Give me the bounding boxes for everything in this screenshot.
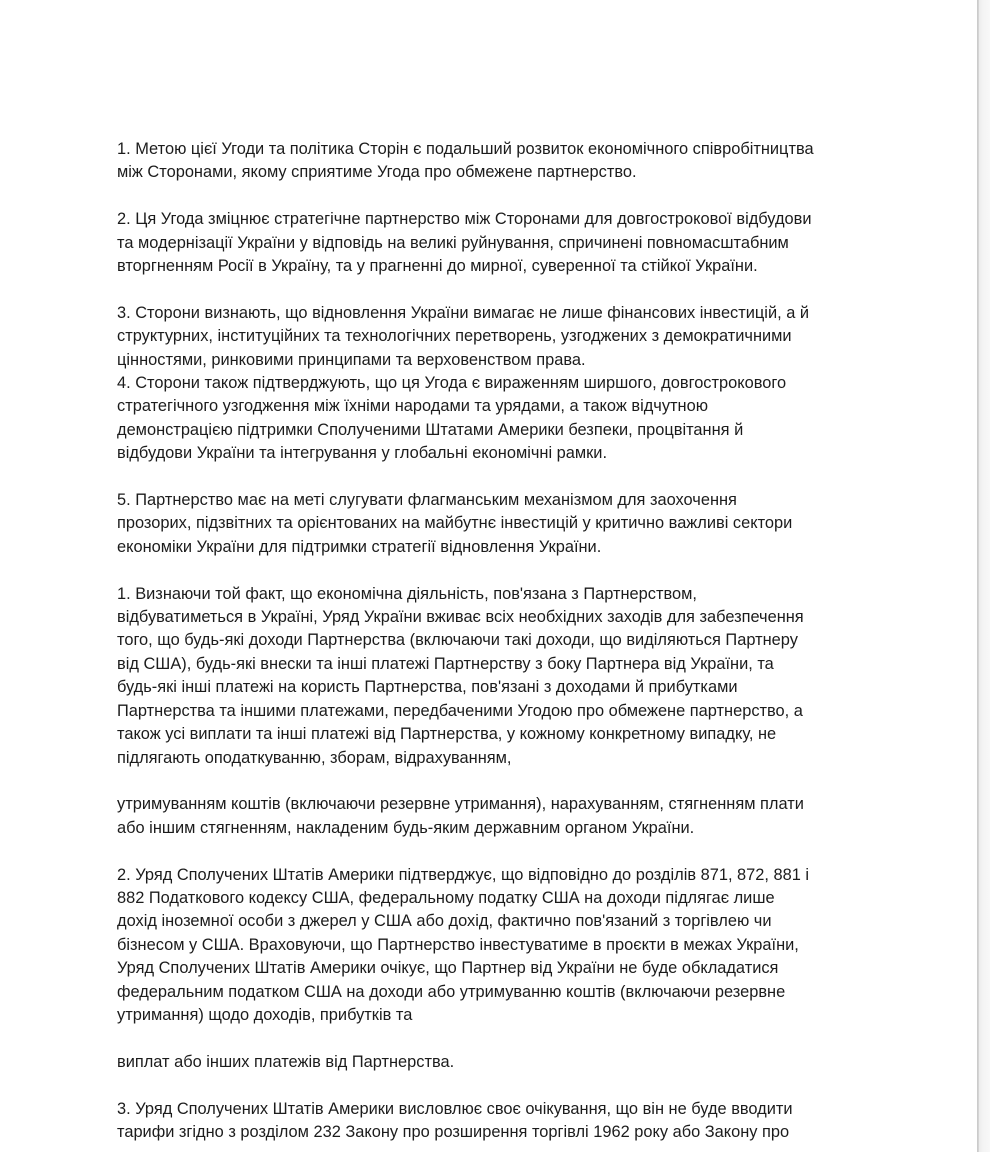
paragraph-tax-2-continued (117, 1051, 877, 1074)
text-line: бізнесом у США. Враховуючи, що Партнерство інвестуватиме в проєкти в межах України, (117, 935, 799, 954)
text-line: утримання) щодо доходів, прибутків та (117, 1005, 413, 1024)
text-line: дохід іноземної особи з джерел у США або дохід, фактично пов'язаний з торгівлею чи (117, 912, 772, 931)
paragraph-tax-2 (117, 864, 877, 1028)
text-line: від США), будь-які внески та інші платежі Партнерству з боку Партнера від України, та (117, 654, 774, 673)
paragraph-tax-3 (117, 1098, 877, 1145)
paragraph-tax-1-continued (117, 793, 877, 840)
paragraph-gap (117, 559, 877, 582)
paragraph-gap (117, 278, 877, 301)
text-line: виплат або інших платежів від Партнерства. (117, 1052, 455, 1071)
text-line: 1. Метою цієї Угоди та політика Сторін є подальший розвиток економічного співробітництва (117, 140, 814, 158)
paragraph-tax-1 (117, 583, 877, 770)
text-line: цінностями, ринковими принципами та верховенством права. (117, 350, 586, 369)
paragraph-gap (117, 1027, 877, 1050)
page-edge-shadow (977, 0, 990, 1152)
text-line: Партнерства та іншими платежами, передбаченими Угодою про обмежене партнерство, а (117, 701, 803, 720)
document-body (117, 138, 877, 1144)
text-line: 882 Податкового кодексу США, федеральному податку США на доходи підлягає лише (117, 888, 775, 907)
text-line: між Сторонами, якому сприятиме Угода про обмежене партнерство. (117, 163, 637, 182)
text-line: будь-які інші платежі на користь Партнерства, пов'язані з доходами й прибутками (117, 678, 738, 697)
text-line: 2. Ця Угода зміцнює стратегічне партнерство між Сторонами для довгострокової відбудови (117, 210, 812, 229)
text-line: прозорих, підзвітних та орієнтованих на майбутнє інвестицій у критично важливі сектори (117, 514, 793, 533)
text-line: 4. Сторони також підтверджують, що ця Угода є вираженням ширшого, довгострокового (117, 374, 787, 393)
text-line: Уряд Сполучених Штатів Америки очікує, що Партнер від України не буде обкладатися (117, 959, 779, 978)
text-line: економіки України для підтримки стратегії відновлення України. (117, 537, 602, 556)
text-line: 1. Визнаючи той факт, що економічна діяльність, пов'язана з Партнерством, (117, 584, 697, 603)
text-line: 3. Сторони визнають, що відновлення України вимагає не лише фінансових інвестицій, а й (117, 303, 810, 322)
text-line: утримуванням коштів (включаючи резервне утримання), нарахуванням, стягненням плати (117, 795, 804, 814)
paragraph-gap (117, 1074, 877, 1097)
text-line: підлягають оподаткуванню, зборам, відрахуванням, (117, 748, 512, 767)
text-line: 5. Партнерство має на меті слугувати флагманським механізмом для заохочення (117, 491, 737, 510)
text-line: тарифи згідно з розділом 232 Закону про розширення торгівлі 1962 року або Закону про (117, 1122, 790, 1141)
paragraph-gap (117, 466, 877, 489)
paragraph-gap (117, 840, 877, 863)
text-line: федеральним податком США на доходи або утримуванню коштів (включаючи резервне (117, 982, 786, 1001)
paragraph-5 (117, 489, 877, 559)
paragraph-1 (117, 138, 877, 185)
text-line: також усі виплати та інші платежі від Партнерства, у кожному конкретному випадку, не (117, 725, 777, 744)
text-line: стратегічного узгодження між їхніми народами та урядами, а також відчутною (117, 397, 708, 416)
text-line: 3. Уряд Сполучених Штатів Америки висловлює своє очікування, що він не буде вводити (117, 1099, 793, 1118)
paragraph-2 (117, 208, 877, 278)
paragraph-3-4 (117, 302, 877, 466)
text-line: відбуватиметься в Україні, Уряд України вживає всіх необхідних заходів для забезпечення (117, 608, 804, 627)
text-line: того, що будь-які доходи Партнерства (включаючи такі доходи, що виділяються Партнеру (117, 631, 798, 650)
text-line: 2. Уряд Сполучених Штатів Америки підтверджує, що відповідно до розділів 871, 872, 881 і (117, 865, 810, 884)
paragraph-gap (117, 770, 877, 793)
paragraph-gap (117, 185, 877, 208)
text-line: та модернізації України у відповідь на великі руйнування, спричинені повномасштабним (117, 233, 789, 252)
text-line: демонстрацією підтримки Сполученими Штатами Америки безпеки, процвітання й (117, 420, 744, 439)
text-line: структурних, інституційних та технологічних перетворень, узгоджених з демократичними (117, 327, 792, 346)
text-line: відбудови України та інтегрування у глобальні економічні рамки. (117, 444, 608, 463)
text-line: або іншим стягненням, накладеним будь-яким державним органом України. (117, 818, 695, 837)
text-line: вторгненням Росії в Україну, та у прагненні до мирної, суверенної та стійкої України. (117, 257, 758, 276)
